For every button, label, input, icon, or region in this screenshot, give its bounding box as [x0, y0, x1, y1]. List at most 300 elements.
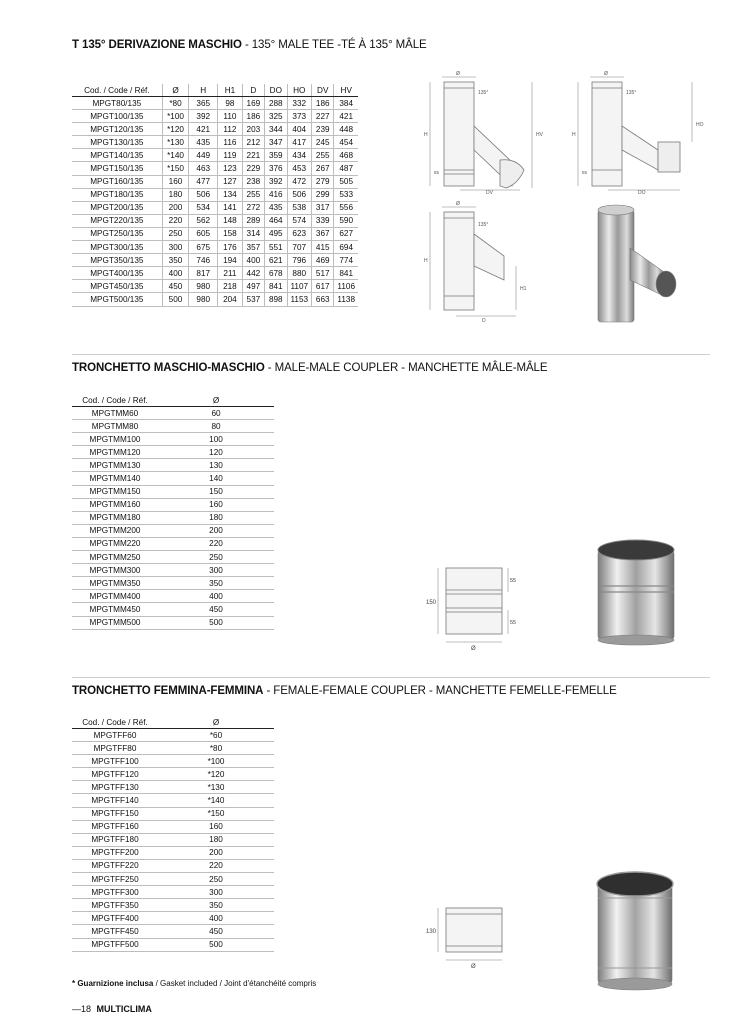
ff-coupler-table: [72, 716, 274, 952]
ff-cell-code: MPGTFF200: [72, 846, 158, 859]
tee-cell-value: 112: [218, 123, 243, 136]
mm-cell-value: 350: [158, 577, 274, 590]
ff-row: [72, 794, 274, 807]
mm-row: [72, 485, 274, 498]
tee-cell-value: 605: [189, 227, 218, 240]
section3-title-bold: TRONCHETTO FEMMINA-FEMMINA: [72, 685, 264, 697]
mm-cell-value: 140: [158, 472, 274, 485]
tee-cell-value: 435: [189, 136, 218, 149]
tee-header-dia: Ø: [162, 84, 189, 97]
mm-row: [72, 511, 274, 524]
tee-cell-value: 463: [189, 162, 218, 175]
ff-row: [72, 925, 274, 938]
mm-row: [72, 603, 274, 616]
ff-header-code: Cod. / Code / Réf.: [72, 716, 158, 729]
tee-cell-value: 675: [189, 241, 218, 254]
mm-cell-value: 400: [158, 590, 274, 603]
tee2-label-angle: 135°: [626, 90, 637, 96]
ff-coupler-drawing: [424, 900, 524, 970]
ff-cell-code: MPGTFF220: [72, 859, 158, 872]
ff-cell-value: 450: [158, 925, 274, 938]
tee-cell-value: 517: [312, 267, 334, 280]
tee-cell-value: 365: [189, 97, 218, 110]
footnote: [72, 979, 316, 988]
ff-label-dia: Ø: [471, 964, 476, 970]
tee-cell-value: 239: [312, 123, 334, 136]
tee-cell-value: 119: [218, 149, 243, 162]
brand-name: MULTICLIMA: [96, 1004, 152, 1014]
ff-cell-value: 160: [158, 820, 274, 833]
tee-cell-value: 497: [242, 280, 264, 293]
ff-row: [72, 846, 274, 859]
mm-cell-value: 150: [158, 485, 274, 498]
tee-cell-value: 506: [287, 188, 312, 201]
footnote-rest: / Gasket included / Joint d'étanchéité compris: [153, 979, 317, 988]
mm-cell-value: 60: [158, 407, 274, 420]
tee-cell-code: MPGT160/135: [72, 175, 162, 188]
mm-cell-value: 100: [158, 433, 274, 446]
section2-title: [72, 362, 547, 374]
mm-row: [72, 590, 274, 603]
tee-cell-value: 245: [312, 136, 334, 149]
tee-cell-value: 980: [189, 293, 218, 306]
tee-cell-value: 238: [242, 175, 264, 188]
ff-cell-value: *120: [158, 768, 274, 781]
mm-cell-value: 180: [158, 511, 274, 524]
mm-row: [72, 577, 274, 590]
mm-row: [72, 524, 274, 537]
tee-cell-value: 617: [312, 280, 334, 293]
tee3-label-angle: 135°: [478, 222, 489, 228]
tee-cell-value: 376: [265, 162, 287, 175]
tee-cell-value: 300: [162, 241, 189, 254]
mm-row: [72, 551, 274, 564]
mm-cell-value: 300: [158, 564, 274, 577]
tee-cell-code: MPGT130/135: [72, 136, 162, 149]
ff-cell-value: 300: [158, 886, 274, 899]
tee-cell-value: 176: [218, 241, 243, 254]
ff-cell-value: *130: [158, 781, 274, 794]
tee-cell-code: MPGT350/135: [72, 254, 162, 267]
tee-row: [72, 241, 358, 254]
tee-cell-value: *80: [162, 97, 189, 110]
tee-cell-value: 505: [334, 175, 358, 188]
tee-cell-value: 415: [312, 241, 334, 254]
tee-cell-value: 367: [312, 227, 334, 240]
ff-cell-code: MPGTFF500: [72, 938, 158, 951]
ff-cell-code: MPGTFF150: [72, 807, 158, 820]
mm-cell-value: 130: [158, 459, 274, 472]
tee-cell-value: 227: [312, 110, 334, 123]
tee-cell-value: 1106: [334, 280, 358, 293]
tee1-label-hv: HV: [536, 132, 543, 138]
tee-cell-code: MPGT500/135: [72, 293, 162, 306]
tee-cell-value: 623: [287, 227, 312, 240]
tee-cell-value: 158: [218, 227, 243, 240]
ff-coupler-photo: [592, 866, 678, 992]
ff-row: [72, 938, 274, 951]
ff-cell-value: 500: [158, 938, 274, 951]
tee-cell-value: 344: [265, 123, 287, 136]
tee-row: [72, 293, 358, 306]
tee-cell-value: 538: [287, 201, 312, 214]
section-divider-1: [72, 354, 710, 355]
ff-cell-code: MPGTFF450: [72, 925, 158, 938]
tee-cell-value: 400: [162, 267, 189, 280]
mm-cell-code: MPGTMM220: [72, 537, 158, 550]
mm-cell-value: 160: [158, 498, 274, 511]
tee-cell-value: 590: [334, 214, 358, 227]
tee-cell-value: 980: [189, 280, 218, 293]
tee1-label-angle: 135°: [478, 90, 489, 96]
tee-cell-value: 169: [242, 97, 264, 110]
tee1-label-dia: Ø: [456, 71, 460, 77]
mm-cell-code: MPGTMM60: [72, 407, 158, 420]
tee-cell-value: 421: [334, 110, 358, 123]
tee-row: [72, 97, 358, 110]
tee-row: [72, 149, 358, 162]
tee-row: [72, 175, 358, 188]
tee-header-hv: HV: [334, 84, 358, 97]
ff-cell-value: 180: [158, 833, 274, 846]
mm-cell-code: MPGTMM500: [72, 616, 158, 629]
mm-coupler-photo: [594, 536, 678, 648]
tee-cell-value: 416: [265, 188, 287, 201]
tee-cell-value: 160: [162, 175, 189, 188]
tee-cell-value: *130: [162, 136, 189, 149]
tee-cell-value: 180: [162, 188, 189, 201]
tee-cell-value: 211: [218, 267, 243, 280]
tee1-label-55: 55: [434, 170, 440, 175]
tee-cell-value: 435: [265, 201, 287, 214]
tee-cell-code: MPGT180/135: [72, 188, 162, 201]
tee-header-do: DO: [265, 84, 287, 97]
ff-cell-code: MPGTFF60: [72, 729, 158, 742]
mm-cell-code: MPGTMM120: [72, 446, 158, 459]
tee-cell-value: 421: [189, 123, 218, 136]
tee-cell-value: 746: [189, 254, 218, 267]
tee-cell-value: 450: [162, 280, 189, 293]
tee-row: [72, 110, 358, 123]
tee-cell-value: 574: [287, 214, 312, 227]
tee1-label-dv: DV: [486, 190, 493, 194]
ff-cell-value: 250: [158, 873, 274, 886]
tee-drawing-branch-view: [420, 200, 560, 324]
tee-cell-value: 500: [162, 293, 189, 306]
mm-row: [72, 433, 274, 446]
tee-header-ho: HO: [287, 84, 312, 97]
tee-row: [72, 188, 358, 201]
mm-cell-code: MPGTMM140: [72, 472, 158, 485]
tee-cell-value: 204: [218, 293, 243, 306]
mm-cell-value: 250: [158, 551, 274, 564]
tee-cell-value: 289: [242, 214, 264, 227]
tee-row: [72, 280, 358, 293]
tee3-label-d: D: [482, 318, 486, 324]
ff-label-height: 130: [426, 929, 437, 935]
tee-header-h: H: [189, 84, 218, 97]
tee-cell-value: 880: [287, 267, 312, 280]
tee-cell-value: 1138: [334, 293, 358, 306]
tee2-label-55: 55: [582, 170, 588, 175]
ff-cell-code: MPGTFF100: [72, 755, 158, 768]
tee-cell-value: 221: [242, 149, 264, 162]
tee-cell-value: 1153: [287, 293, 312, 306]
ff-row: [72, 886, 274, 899]
tee-cell-value: 317: [312, 201, 334, 214]
tee1-label-h: H: [424, 132, 428, 138]
tee2-label-dia: Ø: [604, 71, 608, 77]
tee-cell-value: 218: [218, 280, 243, 293]
page-footer: [72, 1004, 152, 1014]
mm-header-dia: Ø: [158, 394, 274, 407]
mm-cell-value: 200: [158, 524, 274, 537]
tee-cell-value: 663: [312, 293, 334, 306]
tee-cell-value: 384: [334, 97, 358, 110]
ff-row: [72, 833, 274, 846]
section-divider-2: [72, 677, 710, 678]
tee-cell-code: MPGT150/135: [72, 162, 162, 175]
mm-cell-code: MPGTMM150: [72, 485, 158, 498]
tee-cell-value: 134: [218, 188, 243, 201]
tee-cell-value: 454: [334, 136, 358, 149]
mm-row: [72, 537, 274, 550]
mm-row: [72, 564, 274, 577]
tee-cell-code: MPGT220/135: [72, 214, 162, 227]
tee-cell-value: 694: [334, 241, 358, 254]
tee-cell-value: 533: [334, 188, 358, 201]
tee-cell-value: 255: [242, 188, 264, 201]
tee3-label-h1: H1: [520, 286, 527, 292]
tee-row: [72, 136, 358, 149]
tee-cell-value: 400: [242, 254, 264, 267]
tee-cell-value: 347: [265, 136, 287, 149]
mm-cell-value: 220: [158, 537, 274, 550]
ff-cell-value: 220: [158, 859, 274, 872]
tee-cell-value: 453: [287, 162, 312, 175]
ff-row: [72, 807, 274, 820]
tee-cell-value: 148: [218, 214, 243, 227]
ff-row: [72, 859, 274, 872]
tee-cell-code: MPGT450/135: [72, 280, 162, 293]
tee-cell-value: 472: [287, 175, 312, 188]
tee-cell-value: 212: [242, 136, 264, 149]
tee-cell-value: 272: [242, 201, 264, 214]
tee-cell-value: 434: [287, 149, 312, 162]
tee-cell-code: MPGT400/135: [72, 267, 162, 280]
tee-cell-code: MPGT140/135: [72, 149, 162, 162]
tee-cell-value: 200: [162, 201, 189, 214]
ff-cell-value: *80: [158, 742, 274, 755]
ff-row: [72, 873, 274, 886]
mm-row: [72, 459, 274, 472]
tee-cell-value: 110: [218, 110, 243, 123]
tee-cell-value: 495: [265, 227, 287, 240]
tee-cell-value: 449: [189, 149, 218, 162]
mm-cell-value: 80: [158, 420, 274, 433]
mm-cell-code: MPGTMM300: [72, 564, 158, 577]
footnote-bold: * Guarnizione inclusa: [72, 979, 154, 988]
ff-cell-code: MPGTFF130: [72, 781, 158, 794]
tee-cell-value: 250: [162, 227, 189, 240]
tee-row: [72, 123, 358, 136]
mm-header-code: Cod. / Code / Réf.: [72, 394, 158, 407]
mm-row: [72, 420, 274, 433]
mm-cell-code: MPGTMM130: [72, 459, 158, 472]
tee-cell-value: 314: [242, 227, 264, 240]
tee-cell-value: 279: [312, 175, 334, 188]
ff-cell-value: 400: [158, 912, 274, 925]
tee-spec-header-row: [72, 84, 358, 97]
tee-cell-value: 898: [265, 293, 287, 306]
mm-cell-code: MPGTMM200: [72, 524, 158, 537]
ff-cell-value: 200: [158, 846, 274, 859]
section1-title: [72, 39, 427, 51]
tee-cell-value: 141: [218, 201, 243, 214]
tee-cell-value: 116: [218, 136, 243, 149]
tee-cell-value: 468: [334, 149, 358, 162]
ff-cell-code: MPGTFF80: [72, 742, 158, 755]
mm-cell-code: MPGTMM180: [72, 511, 158, 524]
mm-coupler-drawing: [424, 560, 524, 652]
tee-cell-value: 1107: [287, 280, 312, 293]
section3-title: [72, 685, 617, 697]
tee-row: [72, 162, 358, 175]
mm-cell-code: MPGTMM80: [72, 420, 158, 433]
tee-cell-value: 255: [312, 149, 334, 162]
mm-row: [72, 472, 274, 485]
tee-cell-value: 186: [312, 97, 334, 110]
mm-cell-value: 500: [158, 616, 274, 629]
tee2-label-h: H: [572, 132, 576, 138]
tee-cell-value: *140: [162, 149, 189, 162]
tee-cell-value: 562: [189, 214, 218, 227]
tee-cell-value: 627: [334, 227, 358, 240]
tee-cell-value: 556: [334, 201, 358, 214]
tee-cell-code: MPGT80/135: [72, 97, 162, 110]
ff-cell-code: MPGTFF250: [72, 873, 158, 886]
ff-cell-value: *140: [158, 794, 274, 807]
tee-cell-value: 350: [162, 254, 189, 267]
tee-cell-code: MPGT250/135: [72, 227, 162, 240]
tee2-label-ho: HO: [696, 122, 704, 128]
ff-row: [72, 768, 274, 781]
mm-label-top: 55: [510, 578, 517, 584]
tee-cell-value: *150: [162, 162, 189, 175]
tee-cell-value: 551: [265, 241, 287, 254]
tee-cell-value: 506: [189, 188, 218, 201]
mm-row: [72, 446, 274, 459]
tee-cell-value: 707: [287, 241, 312, 254]
ff-row: [72, 912, 274, 925]
mm-label-dia: Ø: [471, 646, 476, 652]
ff-cell-code: MPGTFF350: [72, 899, 158, 912]
tee-row: [72, 227, 358, 240]
ff-cell-value: 350: [158, 899, 274, 912]
tee-cell-value: 186: [242, 110, 264, 123]
tee-cell-value: 534: [189, 201, 218, 214]
section1-title-rest: - 135° MALE TEE -TÉ À 135° MÂLE: [241, 39, 427, 51]
tee-cell-value: 203: [242, 123, 264, 136]
tee-drawing-offset-view: [568, 66, 718, 194]
tee-cell-value: 487: [334, 162, 358, 175]
tee-cell-value: 464: [265, 214, 287, 227]
tee-cell-value: 194: [218, 254, 243, 267]
ff-row: [72, 899, 274, 912]
ff-cell-value: *150: [158, 807, 274, 820]
tee-header-dv: DV: [312, 84, 334, 97]
tee-cell-value: 678: [265, 267, 287, 280]
mm-label-height: 150: [426, 600, 437, 606]
tee-cell-value: 796: [287, 254, 312, 267]
mm-header-row: [72, 394, 274, 407]
tee-cell-value: *100: [162, 110, 189, 123]
ff-cell-code: MPGTFF120: [72, 768, 158, 781]
mm-cell-code: MPGTMM400: [72, 590, 158, 603]
tee3-label-dia: Ø: [456, 201, 460, 207]
ff-row: [72, 742, 274, 755]
tee-cell-value: 267: [312, 162, 334, 175]
tee-cell-value: 404: [287, 123, 312, 136]
ff-cell-value: *100: [158, 755, 274, 768]
tee-header-h1: H1: [218, 84, 243, 97]
tee-cell-value: 339: [312, 214, 334, 227]
ff-row: [72, 729, 274, 742]
mm-cell-code: MPGTMM250: [72, 551, 158, 564]
mm-coupler-table: [72, 394, 274, 630]
mm-cell-code: MPGTMM450: [72, 603, 158, 616]
tee-cell-value: 774: [334, 254, 358, 267]
section2-title-rest: - MALE-MALE COUPLER - MANCHETTE MÂLE-MÂLE: [264, 362, 548, 374]
mm-cell-value: 120: [158, 446, 274, 459]
tee-header-code: Cod. / Code / Réf.: [72, 84, 162, 97]
tee-cell-value: 98: [218, 97, 243, 110]
tee-cell-value: 469: [312, 254, 334, 267]
page-number: —18: [72, 1004, 92, 1014]
tee-cell-value: 123: [218, 162, 243, 175]
ff-cell-code: MPGTFF160: [72, 820, 158, 833]
mm-cell-code: MPGTMM350: [72, 577, 158, 590]
tee-cell-value: 127: [218, 175, 243, 188]
tee3-label-h: H: [424, 258, 428, 264]
tee-cell-value: 325: [265, 110, 287, 123]
tee-cell-code: MPGT100/135: [72, 110, 162, 123]
tee-cell-value: 332: [287, 97, 312, 110]
tee-cell-value: 299: [312, 188, 334, 201]
tee-cell-value: 229: [242, 162, 264, 175]
ff-header-row: [72, 716, 274, 729]
ff-row: [72, 820, 274, 833]
tee-cell-code: MPGT120/135: [72, 123, 162, 136]
tee-row: [72, 254, 358, 267]
mm-cell-value: 450: [158, 603, 274, 616]
tee-drawing-side-view: [420, 66, 560, 194]
tee-product-photo: [586, 200, 696, 330]
mm-cell-code: MPGTMM100: [72, 433, 158, 446]
ff-cell-code: MPGTFF400: [72, 912, 158, 925]
tee-cell-value: 392: [189, 110, 218, 123]
tee-cell-value: 817: [189, 267, 218, 280]
tee-cell-value: 841: [265, 280, 287, 293]
mm-cell-code: MPGTMM160: [72, 498, 158, 511]
tee-cell-value: 288: [265, 97, 287, 110]
ff-cell-code: MPGTFF140: [72, 794, 158, 807]
section2-title-bold: TRONCHETTO MASCHIO-MASCHIO: [72, 362, 265, 374]
tee-cell-value: 220: [162, 214, 189, 227]
ff-header-dia: Ø: [158, 716, 274, 729]
mm-label-bottom: 55: [510, 620, 517, 626]
tee-cell-value: 442: [242, 267, 264, 280]
